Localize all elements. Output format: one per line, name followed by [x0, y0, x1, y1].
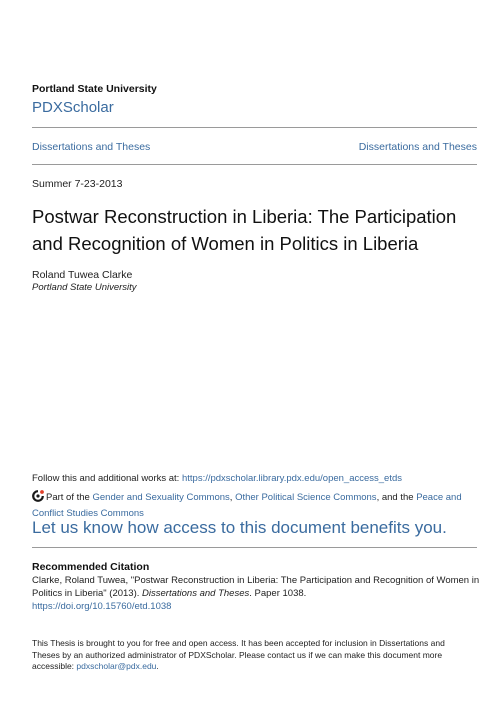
author-affiliation: Portland State University [32, 282, 137, 293]
contact-email-link[interactable]: pdxscholar@pdx.edu [76, 661, 157, 671]
citation-series: Dissertations and Theses [142, 588, 250, 599]
part-of-sep2: , and the [376, 492, 417, 503]
citation-main: Clarke, Roland Tuwea, "Postwar Reconstruction in Liberia: The Participation and Recognition of Women in Politics in Liberia" (2013). [32, 575, 480, 599]
recommended-citation-heading: Recommended Citation [32, 561, 150, 573]
gender-sexuality-commons-link[interactable]: Gender and Sexuality Commons [92, 492, 230, 503]
commons-network-icon [32, 490, 44, 502]
notice-end: . [156, 661, 159, 671]
follow-prefix: Follow this and additional works at: [32, 473, 182, 484]
collection-link-left[interactable]: Dissertations and Theses [32, 141, 151, 153]
divider-bottom [32, 164, 477, 165]
follow-line [32, 473, 402, 484]
part-of-sep1: , [229, 492, 236, 503]
publication-date: Summer 7-23-2013 [32, 178, 123, 190]
document-title: Postwar Reconstruction in Liberia: The Participation and Recognition of Women in Politics in Liberia [32, 206, 457, 254]
other-political-science-commons-link[interactable]: Other Political Science Commons [235, 492, 377, 503]
pdxscholar-link[interactable]: PDXScholar [32, 99, 114, 116]
peace-conflict-studies-commons-link[interactable]: Peace and Conflict Studies Commons [32, 492, 462, 519]
part-of-line [32, 490, 472, 521]
collection-link-right[interactable]: Dissertations and Theses [358, 141, 477, 153]
divider-citation [32, 547, 477, 548]
follow-url-link[interactable]: https://pdxscholar.library.pdx.edu/open_access_etds [181, 473, 403, 484]
access-notice [32, 638, 462, 673]
divider-top [32, 127, 477, 128]
citation-text [32, 574, 482, 613]
doi-link[interactable]: https://doi.org/10.15760/etd.1038 [32, 601, 172, 612]
university-name: Portland State University [32, 83, 157, 95]
part-of-prefix: Part of the [46, 492, 93, 503]
citation-paper: . Paper 1038. [249, 588, 307, 599]
benefits-feedback-link[interactable]: Let us know how access to this document benefits you. [32, 518, 447, 537]
author-name: Roland Tuwea Clarke [32, 269, 133, 281]
notice-text: This Thesis is brought to you for free and open access. It has been accepted for inclusion in Dissertations and Theses by an authorized administrator of PDXScholar. Please contact us if we can make this document more accessible: [32, 638, 445, 671]
